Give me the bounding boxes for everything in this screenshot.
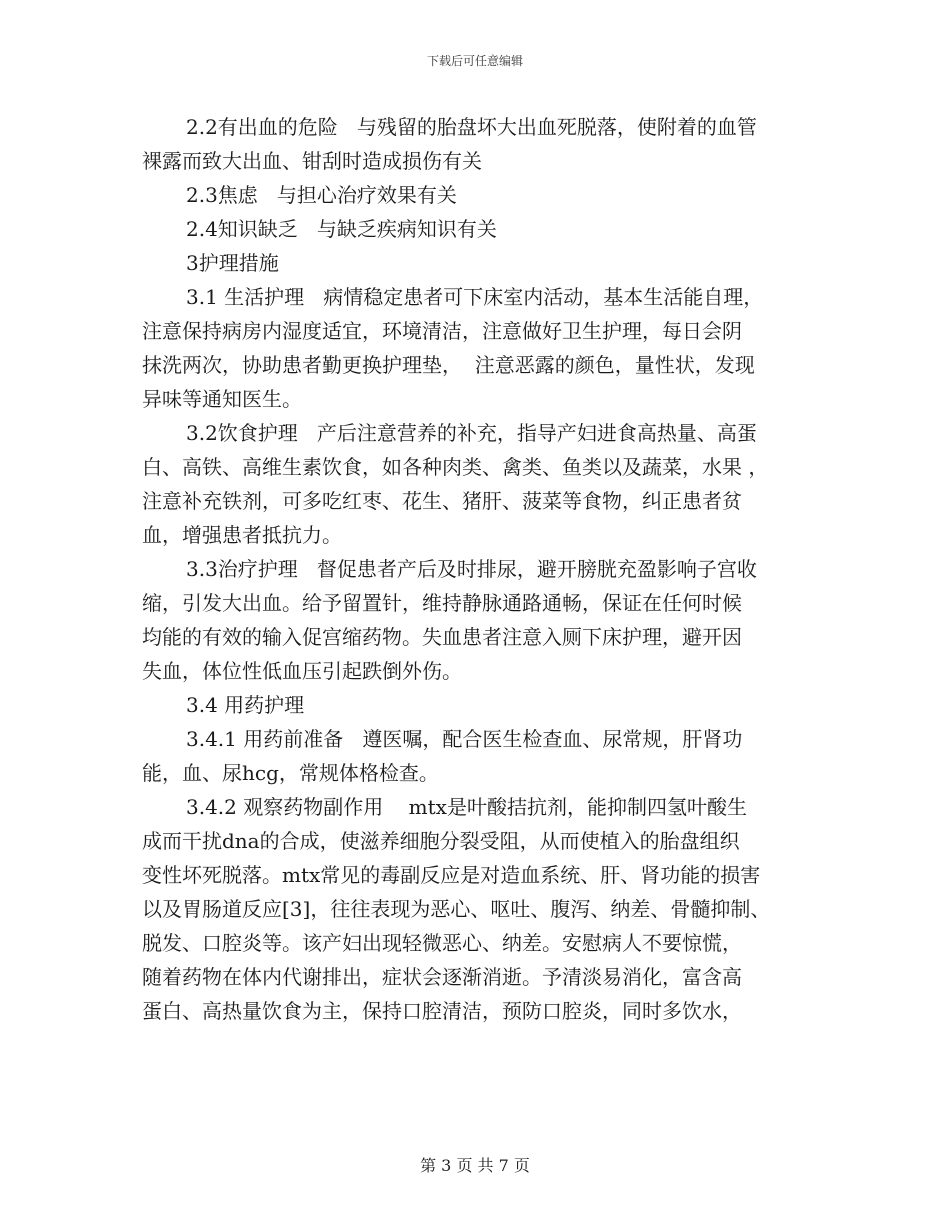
section-heading: 3.4 用药护理 [186, 693, 305, 717]
text-line: 失血，体位性低血压引起跌倒外伤。 [142, 659, 462, 683]
text-line: 3.3治疗护理 督促患者产后及时排尿，避开膀胱充盈影响子宫收 [186, 557, 757, 581]
text-line: 血，增强患者抵抗力。 [142, 523, 342, 547]
text-line: 脱发、口腔炎等。该产妇出现轻微恶心、纳差。安慰病人不要惊慌， [142, 931, 742, 955]
page-footer: 第 3 页 共 7 页 [420, 1156, 530, 1175]
text-line: 以及胃肠道反应[3]，往往表现为恶心、呕吐、腹泻、纳差、骨髓抑制、 [142, 897, 771, 921]
text-line: 均能的有效的输入促宫缩药物。失血患者注意入厕下床护理，避开因 [142, 625, 742, 649]
text-line: 裸露而致大出血、钳刮时造成损伤有关 [142, 149, 482, 173]
section-heading: 3护理措施 [186, 251, 279, 275]
document-body [142, 110, 822, 1028]
text-line: 随着药物在体内代谢排出，症状会逐渐消逝。予清淡易消化，富含高 [142, 965, 742, 989]
text-line: 2.3焦虑 与担心治疗效果有关 [186, 183, 457, 207]
text-line: 抹洗两次，协助患者勤更换护理垫， 注意恶露的颜色，量性状，发现 [142, 353, 755, 377]
text-line: 白、高铁、高维生素饮食，如各种肉类、禽类、鱼类以及蔬菜，水果 ， [142, 455, 769, 479]
text-line: 3.4.2 观察药物副作用 mtx是叶酸拮抗剂，能抑制四氢叶酸生 [186, 795, 747, 819]
text-line: 变性坏死脱落。mtx常见的毒副反应是对造血系统、肝、肾功能的损害 [142, 863, 761, 887]
page-header: 下载后可任意编辑 [426, 54, 523, 68]
text-line: 3.4.1 用药前准备 遵医嘱，配合医生检查血、尿常规，肝肾功 [186, 727, 743, 751]
text-line: 缩，引发大出血。给予留置针，维持静脉通路通畅，保证在任何时候 [142, 591, 742, 615]
text-line: 能，血、尿hcg，常规体格检查。 [142, 761, 439, 785]
text-line: 注意补充铁剂，可多吃红枣、花生、猪肝、菠菜等食物，纠正患者贫 [142, 489, 742, 513]
text-line: 注意保持病房内湿度适宜，环境清洁，注意做好卫生护理，每日会阴 [142, 319, 742, 343]
text-line: 2.2有出血的危险 与残留的胎盘坏大出血死脱落，使附着的血管 [186, 115, 757, 139]
text-line: 异味等通知医生。 [142, 387, 302, 411]
text-line: 2.4知识缺乏 与缺乏疾病知识有关 [186, 217, 497, 241]
text-line: 3.2饮食护理 产后注意营养的补充，指导产妇进食高热量、高蛋 [186, 421, 757, 445]
text-line: 成而干扰dna的合成，使滋养细胞分裂受阻，从而使植入的胎盘组织 [142, 829, 740, 853]
text-line: 蛋白、高热量饮食为主，保持口腔清洁，预防口腔炎，同时多饮水， [142, 999, 742, 1023]
text-line: 3.1 生活护理 病情稳定患者可下床室内活动，基本生活能自理， [186, 285, 764, 309]
